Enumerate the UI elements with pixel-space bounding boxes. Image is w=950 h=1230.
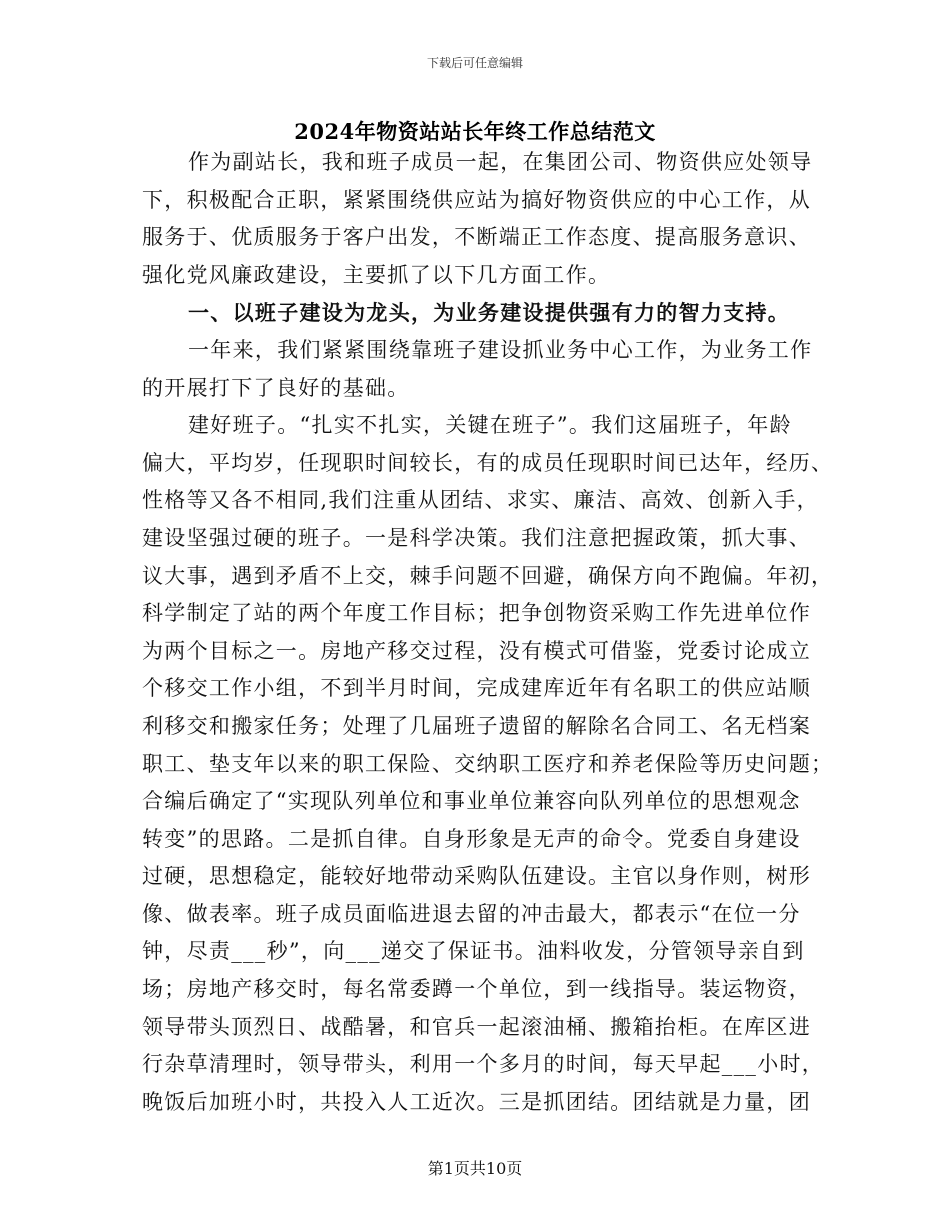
paragraph-line: 服务于、优质服务于客户出发，不断端正工作态度、提高服务意识、 [142,225,811,250]
paragraph-line: 职工、垫支年以来的职工保险、交纳职工医疗和养老保险等历史问题； [142,751,834,776]
paragraph-line: 强化党风廉政建设，主要抓了以下几方面工作。 [142,262,611,287]
paragraph-line: 过硬，思想稳定，能较好地带动采购队伍建设。主官以身作则，树形 [142,864,811,889]
document-body [142,144,834,1121]
paragraph-line: 建设坚强过硬的班子。一是科学决策。我们注意把握政策，抓大事、 [142,525,811,550]
page-number: 第1页共10页 [427,1159,523,1178]
paragraph-line: 场；房地产移交时，每名常委蹲一个单位，到一线指导。装运物资， [142,977,811,1002]
paragraph-line: 转变”的思路。二是抓自律。自身形象是无声的命令。党委自身建设 [142,826,801,851]
paragraph-line: 建好班子。“扎实不扎实，关键在班子”。我们这届班子，年龄 [188,413,792,438]
paragraph-line: 行杂草清理时，领导带头，利用一个多月的时间，每天早起___小时， [142,1052,825,1077]
paragraph-line: 钟，尽责___秒”，向___递交了保证书。油料收发，分管领导亲自到 [142,939,805,964]
paragraph-line: 作为副站长，我和班子成员一起，在集团公司、物资供应处领导 [188,150,813,174]
paragraph-line: 领导带头顶烈日、战酷暑，和官兵一起滚油桶、搬箱抬柜。在库区进 [142,1014,811,1039]
paragraph-line: 科学制定了站的两个年度工作目标；把争创物资采购工作先进单位作 [142,601,811,626]
paragraph-line: 的开展打下了良好的基础。 [142,375,410,400]
paragraph-line: 个移交工作小组，不到半月时间，完成建库近年有名职工的供应站顺 [142,676,811,701]
paragraph-line: 为两个目标之一。房地产移交过程，没有模式可借鉴，党委讨论成立 [142,638,811,663]
paragraph-line: 一年来，我们紧紧围绕靠班子建设抓业务中心工作，为业务工作 [188,337,813,362]
paragraph-line: 偏大，平均岁，任现职时间较长，有的成员任现职时间已达年，经历、 [142,450,834,475]
paragraph-line: 晚饭后加班小时，共投入人工近次。三是抓团结。团结就是力量，团 [142,1089,811,1114]
paragraph-line: 议大事，遇到矛盾不上交，棘手问题不回避，确保方向不跑偏。年初， [142,563,834,588]
paragraph-line: 下，积极配合正职，紧紧围绕供应站为搞好物资供应的中心工作，从 [142,187,811,212]
paragraph-line: 性格等又各不相同,我们注重从团结、求实、廉洁、高效、创新入手， [142,488,819,513]
paragraph-line: 像、做表率。班子成员面临进退去留的冲击最大，都表示“在位一分 [142,901,801,926]
header-note: 下载后可任意编辑 [426,56,523,70]
paragraph-line: 合编后确定了“实现队列单位和事业单位兼容向队列单位的思想观念 [142,789,801,814]
paragraph-line: 利移交和搬家任务；处理了几届班子遗留的解除名合同工、名无档案 [142,713,811,738]
document-title: 2024年物资站站长年终工作总结范文 [294,119,656,144]
section-heading: 一、以班子建设为龙头，为业务建设提供强有力的智力支持。 [188,300,791,326]
